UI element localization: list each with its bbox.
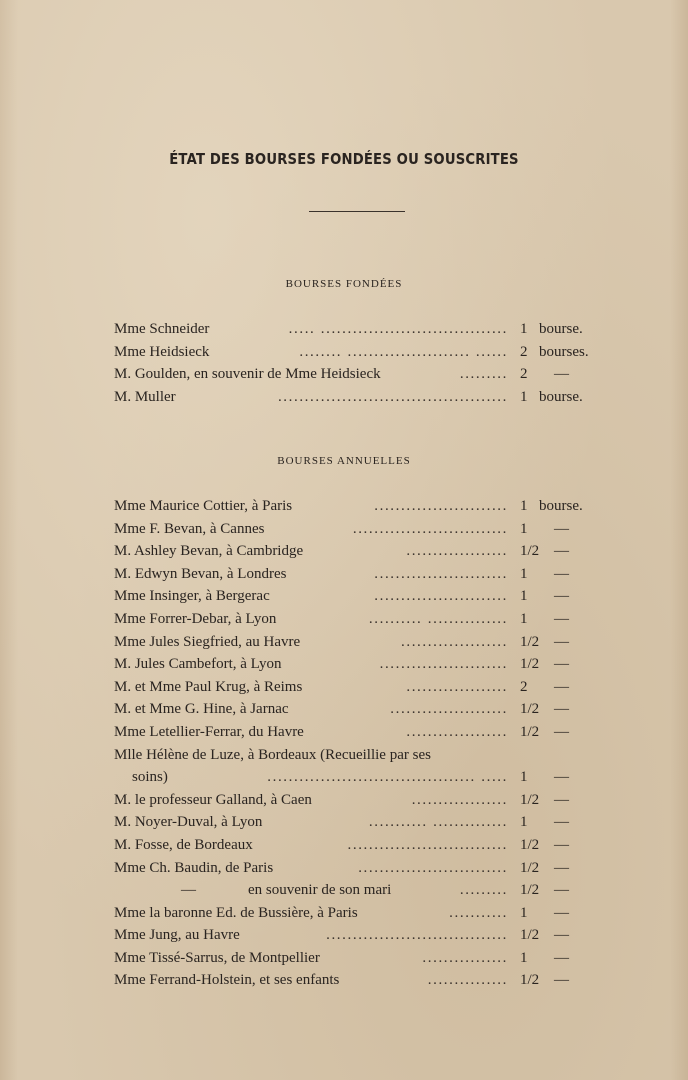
donor-name: Mme Ch. Baudin, de Paris [114, 859, 274, 876]
list-item [114, 857, 604, 880]
bourse-unit: — [554, 882, 569, 899]
bourse-quantity: 1/2 [520, 859, 540, 876]
leader-dots: ......................... [374, 588, 508, 605]
list-item [114, 518, 604, 541]
donor-name: M. Fosse, de Bordeaux [114, 836, 253, 853]
bourse-unit: bourse. [539, 388, 583, 405]
donor-name: M. Jules Cambefort, à Lyon [114, 656, 282, 673]
list-item [114, 608, 604, 631]
donor-name: Mme Schneider [114, 321, 210, 337]
list-item [114, 585, 604, 608]
bourse-quantity: 2 [520, 366, 528, 383]
bourse-unit: — [554, 610, 569, 627]
leader-dots: ....................................... ..... [267, 769, 508, 786]
donor-name: Mlle Hélène de Luze, à Bordeaux (Recueillie par ses [114, 746, 431, 763]
leader-dots: ................... [406, 543, 508, 560]
donor-name: M. Muller [114, 388, 176, 405]
bourse-unit: — [554, 678, 569, 695]
donor-name: M. Edwyn Bevan, à Londres [114, 565, 287, 582]
bourse-unit: — [554, 656, 569, 673]
list-item [114, 811, 604, 834]
list-item [114, 947, 604, 970]
donor-name: M. Goulden, en souvenir de Mme Heidsieck [114, 366, 381, 383]
bourse-unit: — [554, 701, 569, 718]
leader-dots: ......... [459, 366, 508, 383]
list-item [114, 879, 604, 902]
leader-dots: ........... .............. [368, 814, 508, 831]
leader-dots: ...................... [390, 701, 508, 718]
list-item [114, 969, 604, 992]
leader-dots: ........................................... [277, 388, 508, 405]
page-title: ÉTAT DES BOURSES FONDÉES OU SOUSCRITES [169, 150, 519, 168]
list-item [114, 318, 604, 341]
leader-dots: ................... [406, 678, 508, 695]
bourse-unit: — [554, 520, 569, 537]
list-item [114, 789, 604, 812]
bourse-unit: — [554, 543, 569, 560]
bourse-unit: — [554, 565, 569, 582]
leader-dots: ......... [459, 882, 508, 899]
bourses-annuelles-list [114, 495, 604, 992]
leader-dots: ........ ....................... ...... [299, 343, 508, 360]
ditto-dash: — [181, 882, 196, 899]
list-item [114, 386, 604, 409]
bourse-unit: — [554, 791, 569, 808]
bourse-quantity: 1 [520, 814, 528, 831]
list-item [114, 834, 604, 857]
bourse-quantity: 1 [520, 904, 528, 921]
donor-name: Mme Ferrand-Holstein, et ses enfants [114, 972, 340, 989]
bourse-unit: — [554, 366, 569, 383]
bourse-unit: bourses. [539, 343, 589, 360]
donor-name: Mme Jules Siegfried, au Havre [114, 633, 301, 650]
bourse-quantity: 1 [520, 769, 528, 786]
donor-name: M. et Mme Paul Krug, à Reims [114, 678, 303, 695]
donor-name: Mme la baronne Ed. de Bussière, à Paris [114, 904, 358, 921]
list-item [114, 721, 604, 744]
leader-dots: ......................... [374, 498, 508, 514]
bourse-quantity: 1 [520, 610, 528, 627]
donor-name: Mme Forrer-Debar, à Lyon [114, 610, 277, 627]
bourse-quantity: 1/2 [520, 882, 540, 899]
bourse-unit: bourse. [539, 498, 583, 514]
leader-dots: ............................ [358, 859, 508, 876]
leader-dots: .................................. [326, 927, 508, 944]
donor-name: Mme Insinger, à Bergerac [114, 588, 270, 605]
bourse-quantity: 1/2 [520, 633, 540, 650]
bourse-quantity: 1 [520, 588, 528, 605]
bourse-quantity: 1/2 [520, 836, 540, 853]
bourses-fondees-list [114, 318, 604, 408]
bourse-quantity: 1 [520, 388, 528, 405]
donor-name: M. le professeur Galland, à Caen [114, 791, 312, 808]
donor-name: M. et Mme G. Hine, à Jarnac [114, 701, 289, 718]
list-item [114, 744, 604, 767]
leader-dots: .......... ............... [368, 610, 508, 627]
list-item [114, 540, 604, 563]
bourse-unit: — [554, 836, 569, 853]
bourse-unit: — [554, 972, 569, 989]
list-item [114, 631, 604, 654]
bourse-unit: — [554, 949, 569, 966]
bourse-quantity: 1/2 [520, 701, 540, 718]
bourse-unit: — [554, 723, 569, 740]
donor-name: Mme F. Bevan, à Cannes [114, 520, 265, 537]
bourse-quantity: 1/2 [520, 543, 540, 560]
bourse-unit: — [554, 904, 569, 921]
section-heading-bourses-annuelles: BOURSES ANNUELLES [277, 455, 411, 467]
list-item [114, 924, 604, 947]
leader-dots: ............... [427, 972, 508, 989]
leader-dots: ............................. [352, 520, 508, 537]
bourse-quantity: 2 [520, 343, 528, 360]
bourse-quantity: 1 [520, 498, 528, 514]
bourse-quantity: 1 [520, 565, 528, 582]
donor-name: Mme Jung, au Havre [114, 927, 240, 944]
bourse-unit: bourse. [539, 321, 583, 337]
bourse-quantity: 1/2 [520, 656, 540, 673]
list-item [114, 653, 604, 676]
section-heading-bourses-fondees: BOURSES FONDÉES [285, 278, 403, 290]
bourse-quantity: 1/2 [520, 723, 540, 740]
list-item [114, 676, 604, 699]
donor-name: Mme Tissé-Sarrus, de Montpellier [114, 949, 320, 966]
donor-name: Mme Letellier-Ferrar, du Havre [114, 723, 304, 740]
bourse-unit: — [554, 814, 569, 831]
leader-dots: .................... [401, 633, 508, 650]
bourse-quantity: 1 [520, 321, 528, 337]
leader-dots: ..... ................................... [288, 321, 508, 337]
bourse-quantity: 1/2 [520, 791, 540, 808]
bourse-quantity: 1 [520, 949, 528, 966]
bourse-unit: — [554, 927, 569, 944]
leader-dots: ........................ [379, 656, 508, 673]
leader-dots: ......................... [374, 565, 508, 582]
bourse-unit: — [554, 633, 569, 650]
bourse-quantity: 1 [520, 520, 528, 537]
bourse-unit: — [554, 769, 569, 786]
bourse-unit: — [554, 588, 569, 605]
list-item [114, 766, 604, 789]
leader-dots: ................... [406, 723, 508, 740]
title-divider [309, 211, 405, 212]
list-item [114, 341, 604, 364]
leader-dots: ........... [449, 904, 508, 921]
donor-name: soins) [132, 769, 168, 786]
bourse-quantity: 1/2 [520, 972, 540, 989]
leader-dots: .............................. [347, 836, 508, 853]
leader-dots: ................ [422, 949, 508, 966]
donor-name: en souvenir de son mari [248, 882, 392, 899]
donor-name: Mme Heidsieck [114, 343, 210, 360]
bourse-unit: — [554, 859, 569, 876]
list-item [114, 563, 604, 586]
bourse-quantity: 2 [520, 678, 528, 695]
list-item [114, 495, 604, 518]
donor-name: M. Ashley Bevan, à Cambridge [114, 543, 304, 560]
list-item [114, 902, 604, 925]
donor-name: M. Noyer-Duval, à Lyon [114, 814, 263, 831]
list-item [114, 698, 604, 721]
donor-name: Mme Maurice Cottier, à Paris [114, 498, 293, 514]
list-item [114, 363, 604, 386]
bourse-quantity: 1/2 [520, 927, 540, 944]
leader-dots: .................. [411, 791, 508, 808]
